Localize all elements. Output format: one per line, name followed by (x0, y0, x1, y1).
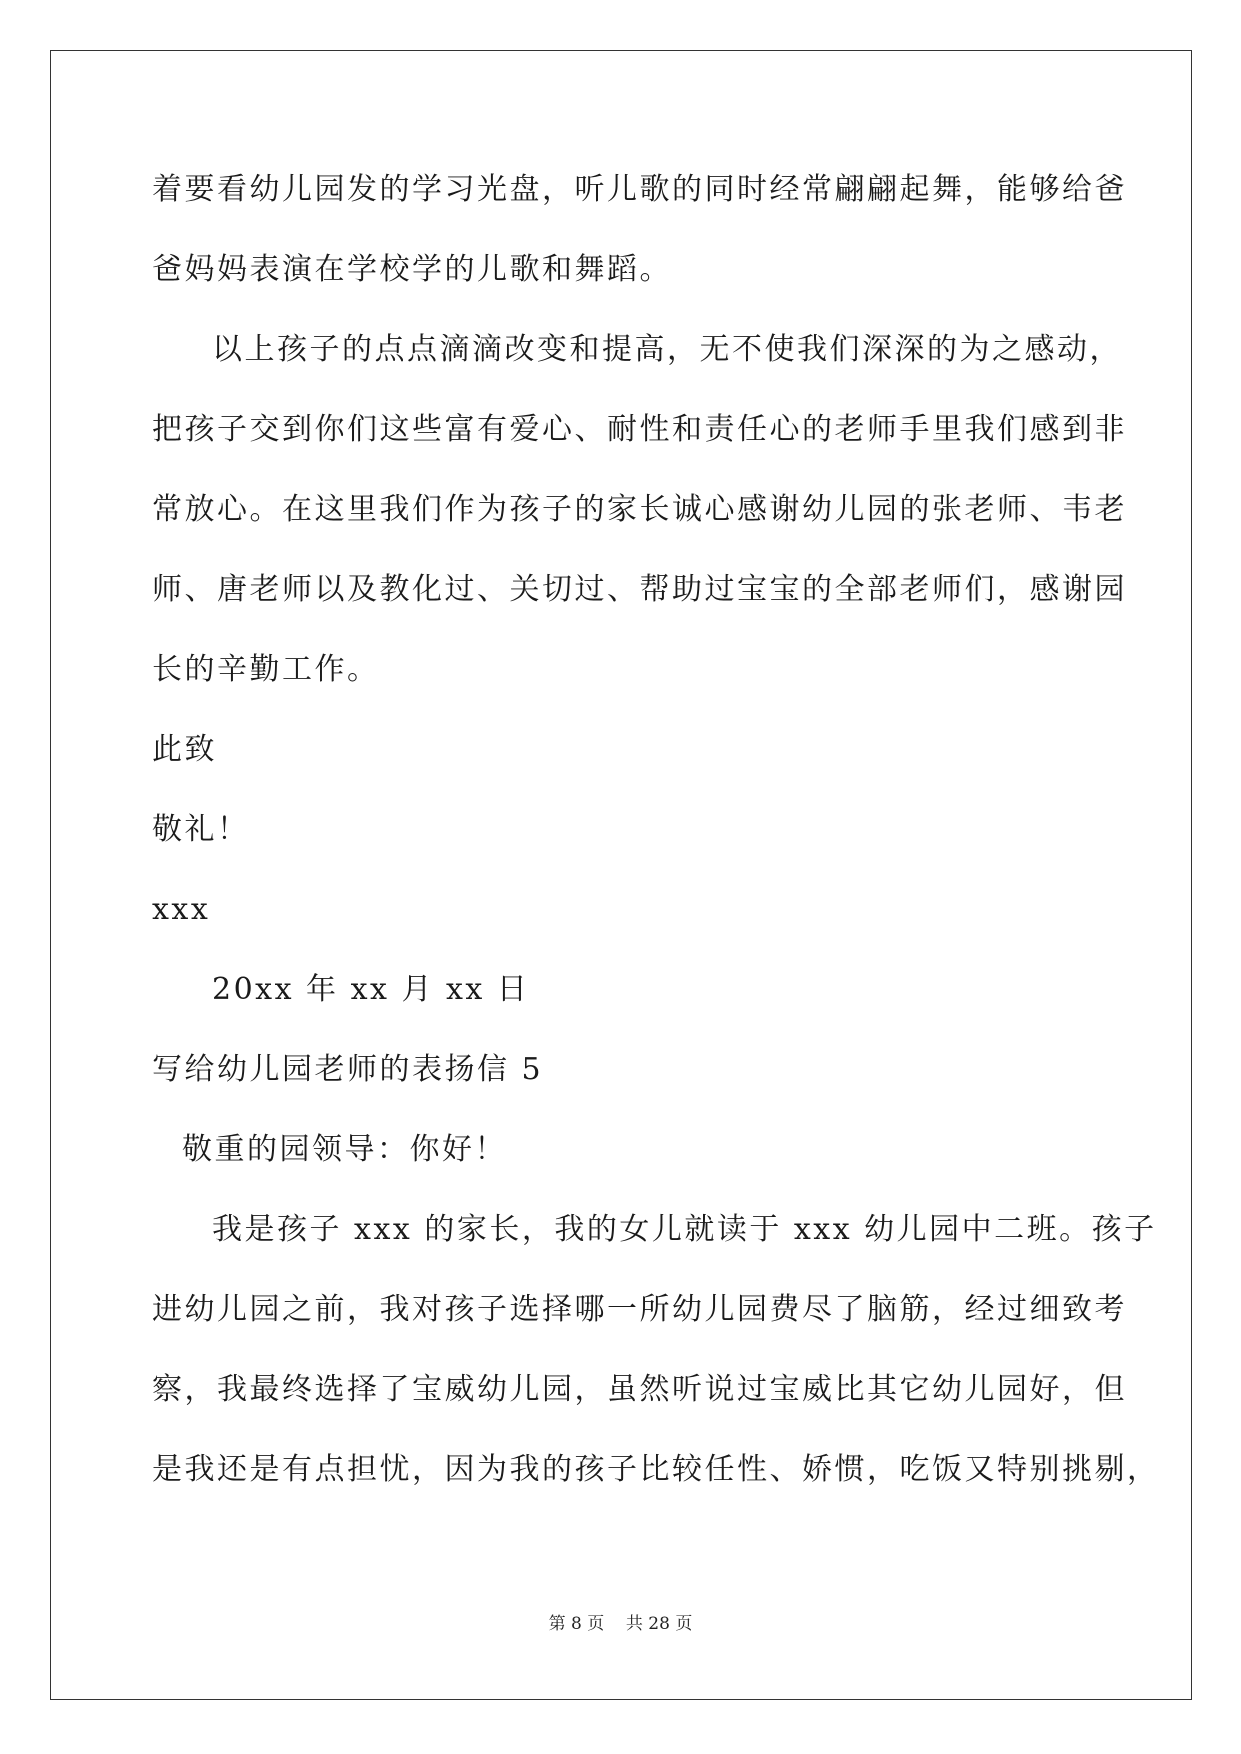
body-line: 把孩子交到你们这些富有爱心、耐性和责任心的老师手里我们感到非 (152, 412, 1127, 447)
letter-title: 写给幼儿园老师的表扬信 5 (152, 1052, 544, 1087)
page-number: 第 8 页 共 28 页 (548, 1614, 693, 1634)
paragraph-start: 我是孩子 xxx 的家长，我的女儿就读于 xxx 幼儿园中二班。孩子 (212, 1212, 1157, 1247)
body-line: 着要看幼儿园发的学习光盘，听儿歌的同时经常翩翩起舞，能够给爸 (152, 172, 1127, 207)
body-line: 长的辛勤工作。 (152, 652, 380, 687)
body-line: 进幼儿园之前，我对孩子选择哪一所幼儿园费尽了脑筋，经过细致考 (152, 1292, 1127, 1327)
body-line: 常放心。在这里我们作为孩子的家长诚心感谢幼儿园的张老师、韦老 (152, 492, 1127, 527)
greeting: 敬重的园领导：你好！ (182, 1132, 507, 1167)
closing-salutation: 此致 (152, 732, 217, 767)
closing-regards: 敬礼！ (152, 812, 250, 847)
body-line: 爸妈妈表演在学校学的儿歌和舞蹈。 (152, 252, 672, 287)
body-line: 是我还是有点担忧，因为我的孩子比较任性、娇惯，吃饭又特别挑剔， (152, 1452, 1160, 1487)
body-line: 察，我最终选择了宝威幼儿园，虽然听说过宝威比其它幼儿园好，但 (152, 1372, 1127, 1407)
signature-name: xxx (152, 892, 211, 927)
body-line: 师、唐老师以及教化过、关切过、帮助过宝宝的全部老师们，感谢园 (152, 572, 1127, 607)
paragraph-start: 以上孩子的点点滴滴改变和提高，无不使我们深深的为之感动， (212, 332, 1122, 367)
signature-date: 20xx 年 xx 月 xx 日 (212, 972, 530, 1007)
